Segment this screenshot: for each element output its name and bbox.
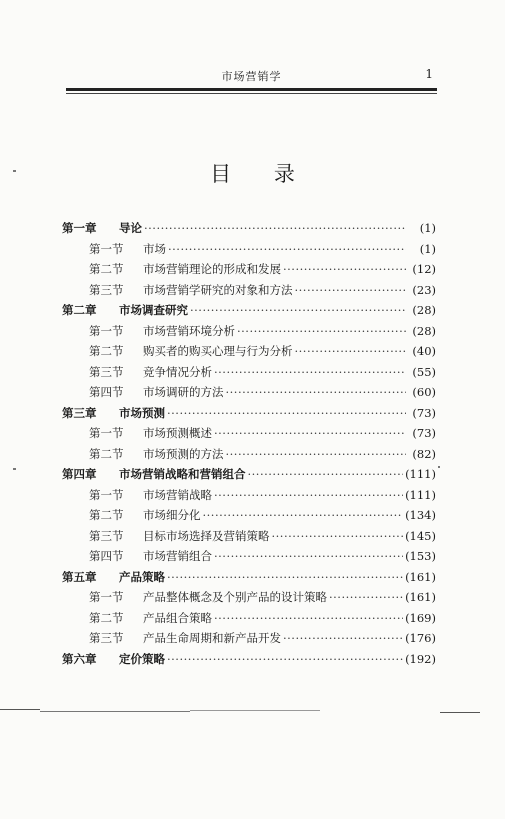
toc-section-row <box>62 485 436 506</box>
toc-entry-page: (60) <box>412 385 436 399</box>
dot-leader <box>168 239 406 260</box>
toc-entry-page: (1) <box>419 241 436 256</box>
toc-chapter-row <box>62 218 436 239</box>
dot-leader <box>248 464 404 485</box>
toc-entry-title: 市场调查研究 <box>119 303 188 317</box>
toc-entry-title: 产品策略 <box>119 569 165 584</box>
header-rule-thick <box>66 88 437 91</box>
toc-entry-number: 第一章 <box>62 221 97 235</box>
toc-section-row <box>62 628 436 649</box>
toc-entry-title: 市场 <box>143 241 166 256</box>
toc-section-row <box>62 259 436 280</box>
toc-entry-number: 第一节 <box>89 487 124 502</box>
toc-entry-title: 产品组合策略 <box>143 610 212 625</box>
toc-entry-number: 第二节 <box>89 262 124 276</box>
toc-section-row <box>62 505 436 526</box>
toc-entry-number: 第一节 <box>89 323 124 338</box>
dot-leader <box>237 321 406 342</box>
dot-leader <box>144 218 406 239</box>
dot-leader <box>190 300 406 321</box>
toc-entry-title: 市场营销战略和营销组合 <box>119 467 246 481</box>
toc-entry-title: 定价策略 <box>119 651 165 666</box>
dot-leader <box>214 423 406 444</box>
toc-section-row <box>62 587 436 608</box>
toc-entry-page: (169) <box>405 610 436 625</box>
toc-entry-number: 第三节 <box>89 528 124 543</box>
toc-entry-title: 购买者的购买心理与行为分析 <box>143 344 293 358</box>
dot-leader <box>167 567 403 588</box>
dot-leader <box>214 485 403 506</box>
toc-section-row <box>62 444 436 465</box>
dot-leader <box>214 362 406 383</box>
toc-entry-page: (161) <box>405 590 436 604</box>
dot-leader <box>329 587 403 608</box>
toc-section-row <box>62 382 436 403</box>
toc-entry-number: 第二节 <box>89 610 124 625</box>
running-header <box>66 66 437 86</box>
header-rule-thin <box>66 93 437 94</box>
toc-chapter-row <box>62 403 436 424</box>
toc-section-row <box>62 341 436 362</box>
toc-entry-page: (145) <box>405 528 436 543</box>
toc-entry-page: (111) <box>405 487 436 502</box>
toc-entry-number: 第五章 <box>62 569 97 584</box>
toc-entry-number: 第三节 <box>89 282 124 297</box>
toc-entry-page: (1) <box>419 221 436 235</box>
dot-leader <box>272 526 404 547</box>
toc-entry-page: (28) <box>412 323 436 338</box>
toc-section-row <box>62 280 436 301</box>
toc-entry-number: 第一节 <box>89 426 124 440</box>
toc-section-row <box>62 526 436 547</box>
toc-section-row <box>62 608 436 629</box>
toc-entry-title: 市场预测的方法 <box>143 446 224 461</box>
scan-edge-line <box>40 711 190 712</box>
page-number: 1 <box>425 67 433 81</box>
toc-entry-title: 市场营销理论的形成和发展 <box>143 262 281 276</box>
toc-entry-title: 市场营销环境分析 <box>143 323 235 338</box>
toc-section-row <box>62 321 436 342</box>
toc-entry-number: 第二节 <box>89 344 124 358</box>
toc-entry-page: (40) <box>412 344 436 358</box>
toc-entry-page: (73) <box>412 405 436 420</box>
toc-entry-title: 市场预测 <box>119 405 165 420</box>
toc-entry-title: 市场营销战略 <box>143 487 212 502</box>
toc-entry-number: 第四节 <box>89 549 124 563</box>
toc-chapter-row <box>62 464 436 485</box>
dot-leader <box>295 280 407 301</box>
dot-leader <box>283 259 406 280</box>
scan-edge-line <box>190 710 320 711</box>
toc-entry-title: 产品生命周期和新产品开发 <box>143 631 281 645</box>
toc-entry-title: 市场预测概述 <box>143 426 212 440</box>
dot-leader <box>203 505 404 526</box>
toc-entry-title: 市场调研的方法 <box>143 385 224 399</box>
toc-entry-title: 产品整体概念及个别产品的设计策略 <box>143 590 327 604</box>
toc-entry-page: (134) <box>405 508 436 522</box>
toc-entry-title: 市场细分化 <box>143 508 201 522</box>
toc-heading: 目 录 <box>210 162 313 186</box>
toc-entry-page: (111) <box>405 467 436 481</box>
toc-entry-title: 市场营销学研究的对象和方法 <box>143 282 293 297</box>
dot-leader <box>214 546 403 567</box>
scan-edge-line <box>440 712 480 713</box>
toc-entry-page: (176) <box>405 631 436 645</box>
toc-section-row <box>62 362 436 383</box>
dot-leader <box>226 444 407 465</box>
toc-entry-page: (82) <box>412 446 436 461</box>
toc-section-row <box>62 239 436 260</box>
toc-entry-number: 第四节 <box>89 385 124 399</box>
scan-edge-line <box>0 709 40 710</box>
scan-speck <box>438 466 440 468</box>
toc-entry-page: (73) <box>412 426 436 440</box>
table-of-contents <box>62 218 436 669</box>
toc-entry-title: 市场营销组合 <box>143 549 212 563</box>
toc-entry-number: 第三节 <box>89 364 124 379</box>
toc-entry-page: (153) <box>405 549 436 563</box>
toc-entry-number: 第一节 <box>89 241 124 256</box>
toc-entry-title: 目标市场选择及营销策略 <box>143 528 270 543</box>
toc-entry-title: 竞争情况分析 <box>143 364 212 379</box>
book-title: 市场营销学 <box>221 70 282 83</box>
toc-chapter-row <box>62 300 436 321</box>
toc-entry-page: (192) <box>405 651 436 666</box>
toc-section-row <box>62 546 436 567</box>
scan-speck <box>13 468 16 470</box>
toc-entry-page: (23) <box>412 282 436 297</box>
toc-entry-page: (28) <box>412 303 436 317</box>
scan-speck <box>13 170 16 172</box>
toc-chapter-row <box>62 649 436 670</box>
toc-entry-number: 第三章 <box>62 405 97 420</box>
toc-entry-number: 第二节 <box>89 508 124 522</box>
dot-leader <box>167 649 403 670</box>
toc-entry-page: (12) <box>412 262 436 276</box>
toc-entry-number: 第二节 <box>89 446 124 461</box>
dot-leader <box>214 608 403 629</box>
dot-leader <box>226 382 407 403</box>
toc-entry-number: 第六章 <box>62 651 97 666</box>
toc-chapter-row <box>62 567 436 588</box>
toc-entry-number: 第二章 <box>62 303 97 317</box>
toc-entry-number: 第四章 <box>62 467 97 481</box>
toc-entry-number: 第一节 <box>89 590 124 604</box>
toc-entry-page: (55) <box>412 364 436 379</box>
dot-leader <box>167 403 406 424</box>
dot-leader <box>295 341 407 362</box>
dot-leader <box>283 628 403 649</box>
toc-entry-number: 第三节 <box>89 631 124 645</box>
toc-entry-page: (161) <box>405 569 436 584</box>
toc-entry-title: 导论 <box>119 221 142 235</box>
toc-section-row <box>62 423 436 444</box>
